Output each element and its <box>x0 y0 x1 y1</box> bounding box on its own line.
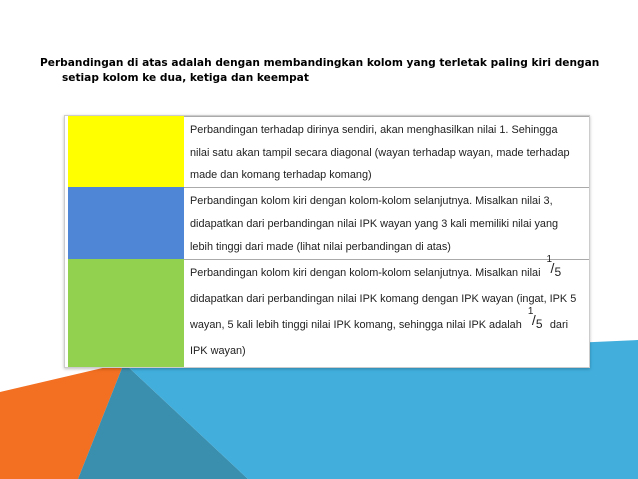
table-cell <box>184 187 589 259</box>
fraction-numerator: 1 <box>546 254 553 265</box>
cell-line: lebih tinggi dari made (lihat nilai perbandingan di atas) <box>190 241 451 253</box>
table-row <box>65 116 589 187</box>
table-row <box>65 187 589 259</box>
table-cell <box>184 254 589 367</box>
cell-line: Perbandingan kolom kiri dengan kolom-kolom selanjutnya. Misalkan nilai 3, <box>190 195 553 207</box>
cell-line: IPK wayan) <box>190 345 246 357</box>
heading-line-1: Perbandingan di atas adalah dengan membandingkan kolom yang terletak paling kiri dengan <box>40 57 600 69</box>
cell-text: dari <box>549 319 569 331</box>
color-swatch-green <box>68 259 184 367</box>
fraction-one-fifth <box>527 306 543 331</box>
color-swatch-yellow <box>68 116 184 187</box>
table-row <box>65 254 589 367</box>
heading-line-2: setiap kolom ke dua, ketiga dan keempat <box>62 72 309 84</box>
cell-line <box>190 306 583 338</box>
cell-line: didapatkan dari perbandingan nilai IPK komang dengan IPK wayan (ingat, IPK 5 <box>190 293 577 305</box>
fraction-slash: / <box>550 260 555 276</box>
cell-line: Perbandingan terhadap dirinya sendiri, akan menghasilkan nilai 1. Sehingga <box>190 124 558 136</box>
cell-text: Perbandingan kolom kiri dengan kolom-kolom selanjutnya. Misalkan nilai <box>190 267 541 279</box>
table-cell <box>184 116 589 187</box>
fraction-numerator: 1 <box>527 306 534 317</box>
fraction-slash: / <box>531 312 536 328</box>
cell-text: wayan, 5 kali lebih tinggi nilai IPK komang, sehingga nilai IPK adalah <box>190 319 522 331</box>
cell-line: didapatkan dari perbandingan nilai IPK wayan yang 3 kali memiliki nilai yang <box>190 218 559 230</box>
cell-line <box>190 254 583 286</box>
comparison-table <box>64 115 590 368</box>
cell-line: made dan komang terhadap komang) <box>190 169 372 181</box>
color-swatch-blue <box>68 187 184 259</box>
fraction-one-fifth <box>546 254 562 279</box>
fraction-denominator: 5 <box>535 317 543 331</box>
cell-line: nilai satu akan tampil secara diagonal (wayan terhadap wayan, made terhadap <box>190 146 570 159</box>
slide-heading <box>40 56 610 86</box>
fraction-denominator: 5 <box>554 265 562 279</box>
